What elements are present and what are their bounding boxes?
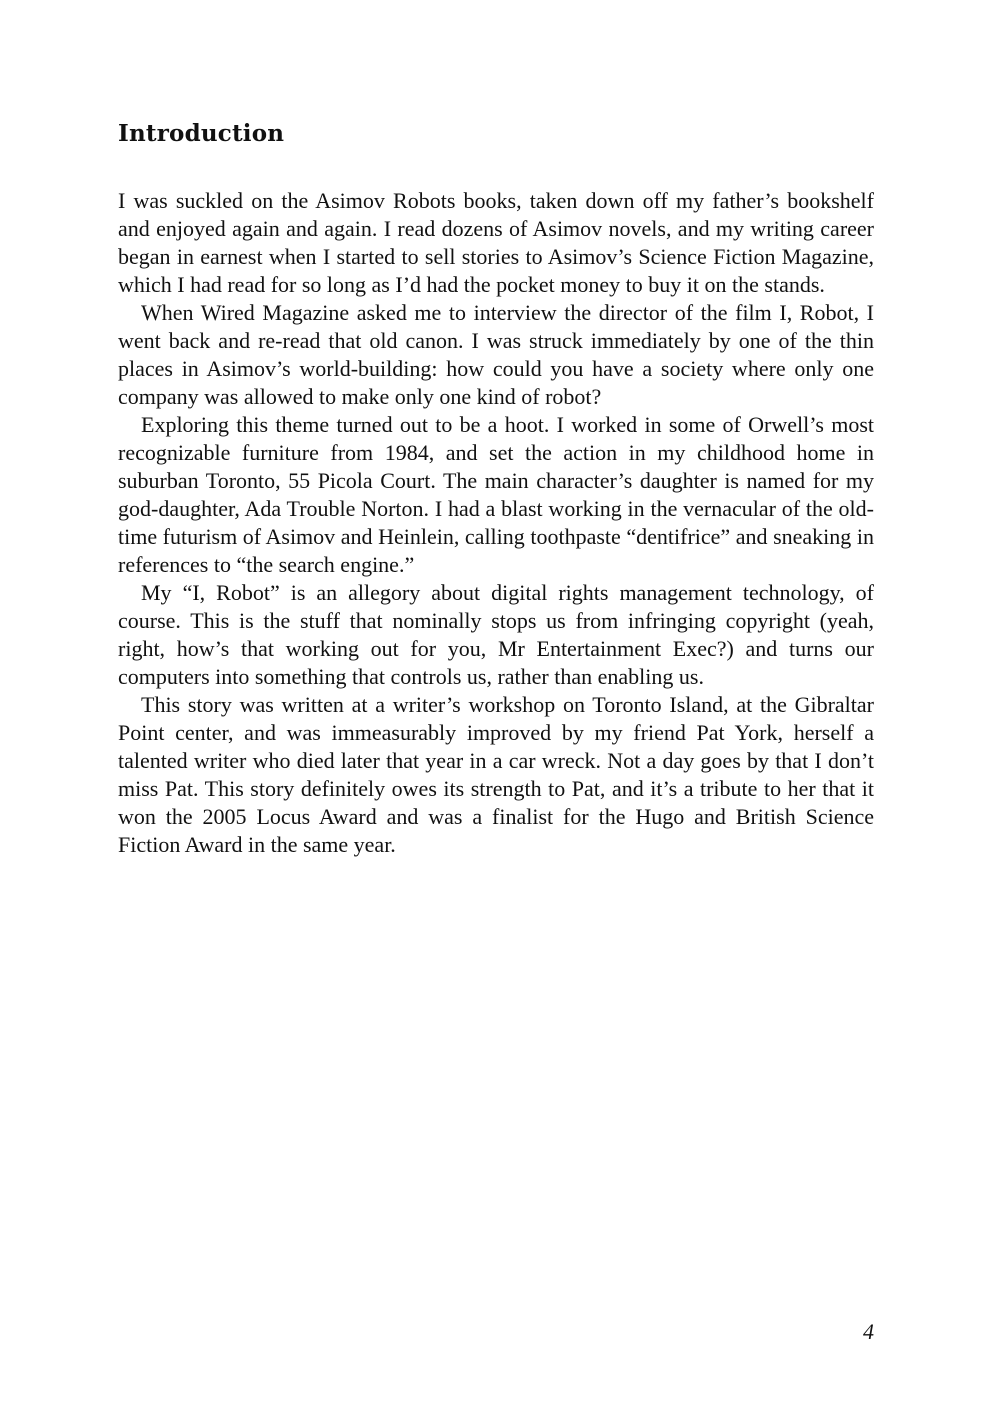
paragraph-4: My “I, Robot” is an allegory about digital rights management technology, of course. This is the stuff that nominally stops us from infringing copyright (yeah, right, how’s that working out for you, Mr Entertainment Exec?) and turns our computers into something that controls us, rather than enabling us. — [118, 580, 874, 689]
page-number: 4 — [863, 1319, 874, 1344]
paragraph-5: This story was written at a writer’s workshop on Toronto Island, at the Gibraltar Point center, and was immeasurably improved by my friend Pat York, herself a talented writer who died later that year in a car wreck. Not a day goes by that I don’t miss Pat. This story definitely owes its strength to Pat, and it’s a tribute to her that it won the 2005 Locus Award and was a finalist for the Hugo and British Science Fiction Award in the same year. — [118, 692, 874, 857]
page-content — [118, 118, 874, 859]
paragraph-3: Exploring this theme turned out to be a hoot. I worked in some of Orwell’s most recognizable furniture from 1984, and set the action in my childhood home in suburban Toronto, 55 Picola Court. The main character’s daughter is named for my god-daughter, Ada Trouble Norton. I had a blast working in the vernacular of the old-time futurism of Asimov and Heinlein, calling toothpaste “dentifrice” and sneaking in references to “the search engine.” — [118, 412, 874, 577]
section-heading: Introduction — [118, 120, 285, 147]
body-text — [118, 187, 874, 859]
paragraph-2: When Wired Magazine asked me to interview the director of the film I, Robot, I went back and re-read that old canon. I was struck immediately by one of the thin places in Asimov’s world-building: how could you have a society where only one company was allowed to make only one kind of robot? — [118, 300, 874, 409]
paragraph-1: I was suckled on the Asimov Robots books, taken down off my father’s bookshelf and enjoyed again and again. I read dozens of Asimov novels, and my writing career began in earnest when I started to sell stories to Asimov’s Science Fiction Magazine, which I had read for so long as I’d had the pocket money to buy it on the stands. — [118, 188, 874, 297]
